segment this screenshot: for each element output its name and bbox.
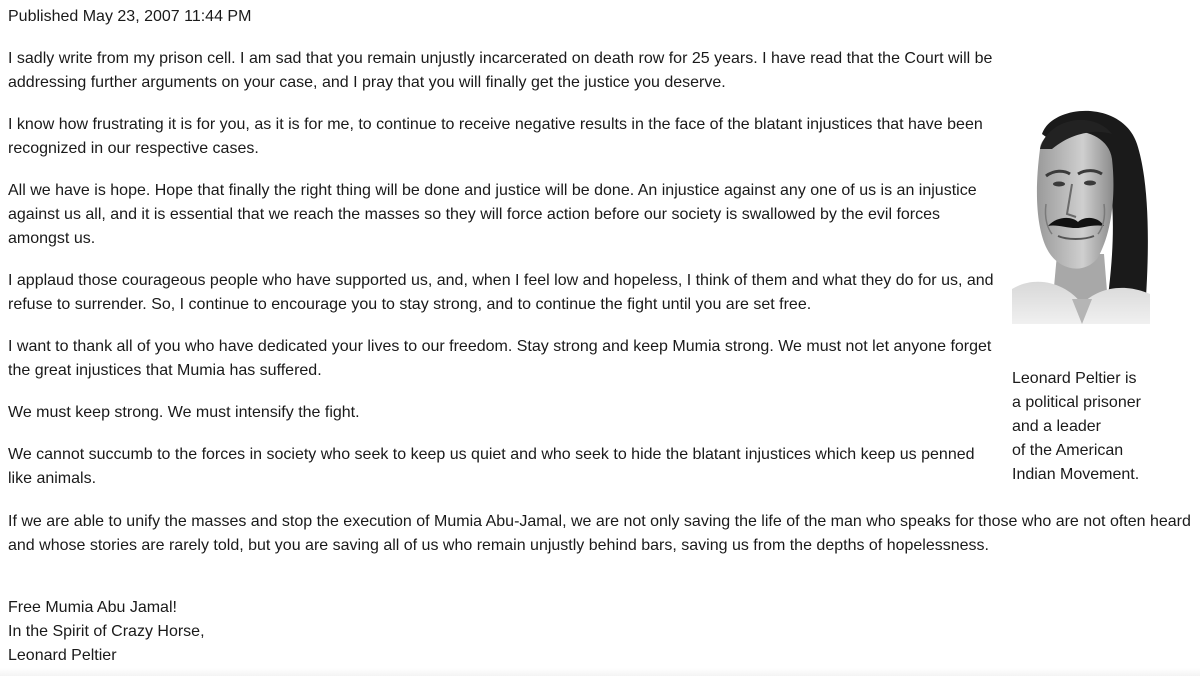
paragraph-frustrating: I know how frustrating it is for you, as it is for me, to continue to receive negative results in the face of the blatant injustices that have been recognized in our respective cases. [8, 116, 983, 157]
paragraph-cannot-succumb: We cannot succumb to the forces in society who seek to keep us quiet and who seek to hide the blatant injustices which keep us penned like animals. [8, 446, 975, 487]
footer-shade [0, 668, 1200, 676]
paragraph-thank-you: I want to thank all of you who have dedicated your lives to our freedom. Stay strong and keep Mumia strong. We must not let anyone forget the great injustices that Mumia has suffered. [8, 338, 992, 379]
signoff-line-spirit: In the Spirit of Crazy Horse, [8, 623, 205, 640]
signoff-line-free-mumia: Free Mumia Abu Jamal! [8, 599, 177, 616]
paragraph-hope: All we have is hope. Hope that finally the right thing will be done and justice will be done. An injustice against any one of us is an injustice against us all, and it is essential that we reach the masses so they will force action before our society is swallowed by the evil forces amongst us. [8, 182, 977, 247]
signoff-line-signature: Leonard Peltier [8, 647, 117, 664]
paragraph-prison-cell: I sadly write from my prison cell. I am sad that you remain unjustly incarcerated on death row for 25 years. I have read that the Court will be addressing further arguments on your case, and I pray that you will finally get the justice you deserve. [8, 50, 993, 91]
paragraph-keep-strong: We must keep strong. We must intensify the fight. [8, 404, 360, 421]
paragraph-applaud: I applaud those courageous people who have supported us, and, when I feel low and hopeless, I think of them and what they do for us, and refuse to surrender. So, I continue to encourage you to stay strong, and to continue the fight until you are set free. [8, 272, 994, 313]
portrait-illustration [1012, 104, 1150, 324]
published-date: Published May 23, 2007 11:44 PM [8, 8, 252, 25]
photo-caption: Leonard Peltier is a political prisoner and a leader of the American Indian Movement. [1012, 370, 1141, 483]
paragraph-unify-masses: If we are able to unify the masses and stop the execution of Mumia Abu-Jamal, we are not only saving the life of the man who speaks for those who are not often heard and whose stories are rarely told, but you are saving all of us who remain unjustly behind bars, saving us from the depths of hopelessness. [8, 513, 1191, 554]
signoff [8, 596, 205, 668]
portrait-photo [1012, 104, 1150, 324]
